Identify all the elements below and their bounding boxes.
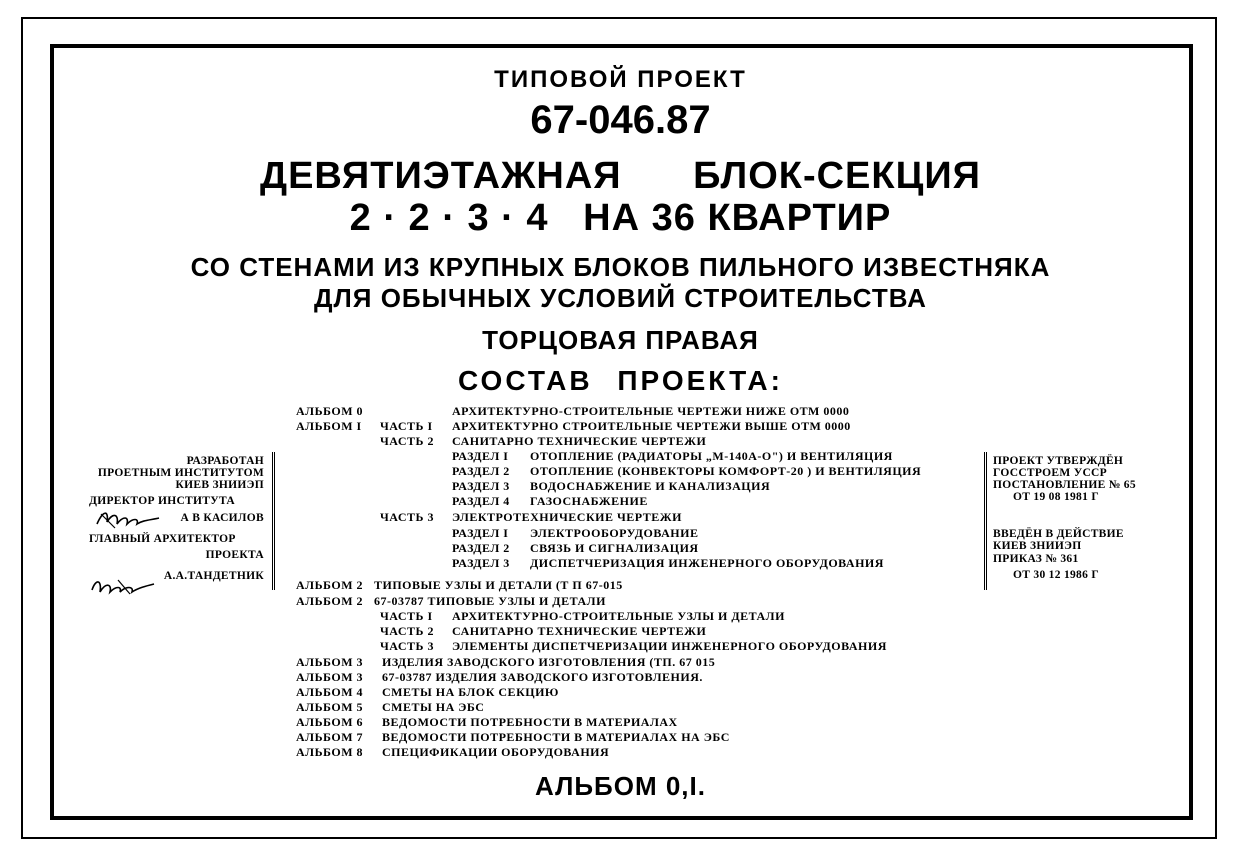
developer-line: ДИРЕКТОР ИНСТИТУТА xyxy=(89,495,235,507)
contents-text: ЭЛЕМЕНТЫ ДИСПЕТЧЕРИЗАЦИИ ИНЖЕНЕРНОГО ОБОРУДОВАНИЯ xyxy=(452,639,887,653)
approval-line: ПРИКАЗ № 361 xyxy=(993,553,1079,565)
contents-text: ЭЛЕКТРООБОРУДОВАНИЕ xyxy=(530,526,699,540)
contents-text: ЭЛЕКТРОТЕХНИЧЕСКИЕ ЧЕРТЕЖИ xyxy=(452,510,682,524)
album-label: АЛЬБОМ 7 xyxy=(296,730,364,744)
album-label: АЛЬБОМ 3 xyxy=(296,670,364,684)
contents-text: СВЯЗЬ И СИГНАЛИЗАЦИЯ xyxy=(530,541,699,555)
album-label: АЛЬБОМ 4 xyxy=(296,685,364,699)
part-label: ЧАСТЬ I xyxy=(380,419,433,433)
contents-text: СМЕТЫ НА ЭБС xyxy=(382,700,485,714)
title-line-1: ДЕВЯТИЭТАЖНАЯ БЛОК-СЕКЦИЯ xyxy=(260,155,981,197)
section-label: РАЗДЕЛ 3 xyxy=(452,556,510,570)
contents-text: ОТОПЛЕНИЕ (РАДИАТОРЫ „М-140А-О") И ВЕНТИЛЯЦИЯ xyxy=(530,449,893,463)
section-label: РАЗДЕЛ 2 xyxy=(452,464,510,478)
contents-text: ВОДОСНАБЖЕНИЕ И КАНАЛИЗАЦИЯ xyxy=(530,479,771,493)
section-label: РАЗДЕЛ I xyxy=(452,526,509,540)
section-label: РАЗДЕЛ 4 xyxy=(452,494,510,508)
director-signature xyxy=(95,506,161,530)
developer-line: КИЕВ ЗНИИЭП xyxy=(175,479,264,491)
album-label: АЛЬБОМ 2 xyxy=(296,594,364,608)
developer-line: ПРОЕКТА xyxy=(205,549,264,561)
album-label: АЛЬБОМ 2 xyxy=(296,578,364,592)
title-line-2: 2 · 2 · 3 · 4 НА 36 КВАРТИР xyxy=(349,197,892,239)
album-label: АЛЬБОМ 5 xyxy=(296,700,364,714)
part-label: ЧАСТЬ I xyxy=(380,609,433,623)
contents-text: ДИСПЕТЧЕРИЗАЦИЯ ИНЖЕНЕРНОГО ОБОРУДОВАНИЯ xyxy=(530,556,884,570)
developer-line: А.А.ТАНДЕТНИК xyxy=(163,570,264,582)
contents-text: АРХИТЕКТУРНО СТРОИТЕЛЬНЫЕ ЧЕРТЕЖИ ВЫШЕ ОТМ 0000 xyxy=(452,419,851,433)
contents-text: ТИПОВЫЕ УЗЛЫ И ДЕТАЛИ (Т П 67-015 xyxy=(374,578,623,592)
approval-line: ПРОЕКТ УТВЕРЖДЁН xyxy=(993,455,1124,467)
album-label: АЛЬБОМ I xyxy=(296,419,362,433)
album-label: АЛЬБОМ 3 xyxy=(296,655,364,669)
album-number: АЛЬБОМ 0,I. xyxy=(535,771,706,801)
album-label: АЛЬБОМ 6 xyxy=(296,715,364,729)
contents-text: АРХИТЕКТУРНО-СТРОИТЕЛЬНЫЕ ЧЕРТЕЖИ НИЖЕ ОТМ 0000 xyxy=(452,404,850,418)
contents-text: ВЕДОМОСТИ ПОТРЕБНОСТИ В МАТЕРИАЛАХ НА ЭБС xyxy=(382,730,730,744)
type-label: ТИПОВОЙ ПРОЕКТ xyxy=(494,66,747,93)
section-label: РАЗДЕЛ 2 xyxy=(452,541,510,555)
approval-line: ВВЕДЁН В ДЕЙСТВИЕ xyxy=(993,528,1124,540)
contents-text: ГАЗОСНАБЖЕНИЕ xyxy=(530,494,648,508)
project-number: 67-046.87 xyxy=(530,98,711,142)
approval-line: КИЕВ ЗНИИЭП xyxy=(993,540,1082,552)
approval-line: ОТ 30 12 1986 Г xyxy=(1013,569,1099,581)
approval-line: ОТ 19 08 1981 Г xyxy=(1013,491,1099,503)
section-label: РАЗДЕЛ I xyxy=(452,449,509,463)
part-label: ЧАСТЬ 3 xyxy=(380,639,434,653)
developer-line: ГЛАВНЫЙ АРХИТЕКТОР xyxy=(89,533,236,545)
developer-line: РАЗРАБОТАН xyxy=(186,455,264,467)
album-label: АЛЬБОМ 0 xyxy=(296,404,364,418)
section-label: РАЗДЕЛ 3 xyxy=(452,479,510,493)
contents-text: 67-03787 ТИПОВЫЕ УЗЛЫ И ДЕТАЛИ xyxy=(374,594,606,608)
contents-text: ОТОПЛЕНИЕ (КОНВЕКТОРЫ КОМФОРТ-20 ) И ВЕНТИЛЯЦИЯ xyxy=(530,464,922,478)
contents-text: ВЕДОМОСТИ ПОТРЕБНОСТИ В МАТЕРИАЛАХ xyxy=(382,715,678,729)
contents-text: СПЕЦИФИКАЦИИ ОБОРУДОВАНИЯ xyxy=(382,745,610,759)
subtitle-line-2: ДЛЯ ОБЫЧНЫХ УСЛОВИЙ СТРОИТЕЛЬСТВА xyxy=(314,283,927,313)
approval-line: ГОССТРОЕМ УССР xyxy=(993,467,1107,479)
variant-title: ТОРЦОВАЯ ПРАВАЯ xyxy=(482,325,759,355)
contents-text: САНИТАРНО ТЕХНИЧЕСКИЕ ЧЕРТЕЖИ xyxy=(452,624,707,638)
contents-text: СМЕТЫ НА БЛОК СЕКЦИЮ xyxy=(382,685,559,699)
approval-line: ПОСТАНОВЛЕНИЕ № 65 xyxy=(993,479,1136,491)
contents-text: САНИТАРНО ТЕХНИЧЕСКИЕ ЧЕРТЕЖИ xyxy=(452,434,707,448)
part-label: ЧАСТЬ 3 xyxy=(380,510,434,524)
contents-text: АРХИТЕКТУРНО-СТРОИТЕЛЬНЫЕ УЗЛЫ И ДЕТАЛИ xyxy=(452,609,785,623)
subtitle-line-1: СО СТЕНАМИ ИЗ КРУПНЫХ БЛОКОВ ПИЛЬНОГО ИЗВЕСТНЯКА xyxy=(190,252,1051,282)
part-label: ЧАСТЬ 2 xyxy=(380,624,434,638)
contents-text: 67-03787 ИЗДЕЛИЯ ЗАВОДСКОГО ИЗГОТОВЛЕНИЯ. xyxy=(382,670,703,684)
album-label: АЛЬБОМ 8 xyxy=(296,745,364,759)
contents-text: ИЗДЕЛИЯ ЗАВОДСКОГО ИЗГОТОВЛЕНИЯ (ТП. 67 015 xyxy=(382,655,716,669)
architect-signature xyxy=(90,574,156,598)
developer-line: А В КАСИЛОВ xyxy=(180,512,264,524)
developer-line: ПРОЕТНЫМ ИНСТИТУТОМ xyxy=(97,467,264,479)
contents-title: СОСТАВ ПРОЕКТА: xyxy=(458,365,783,396)
part-label: ЧАСТЬ 2 xyxy=(380,434,434,448)
